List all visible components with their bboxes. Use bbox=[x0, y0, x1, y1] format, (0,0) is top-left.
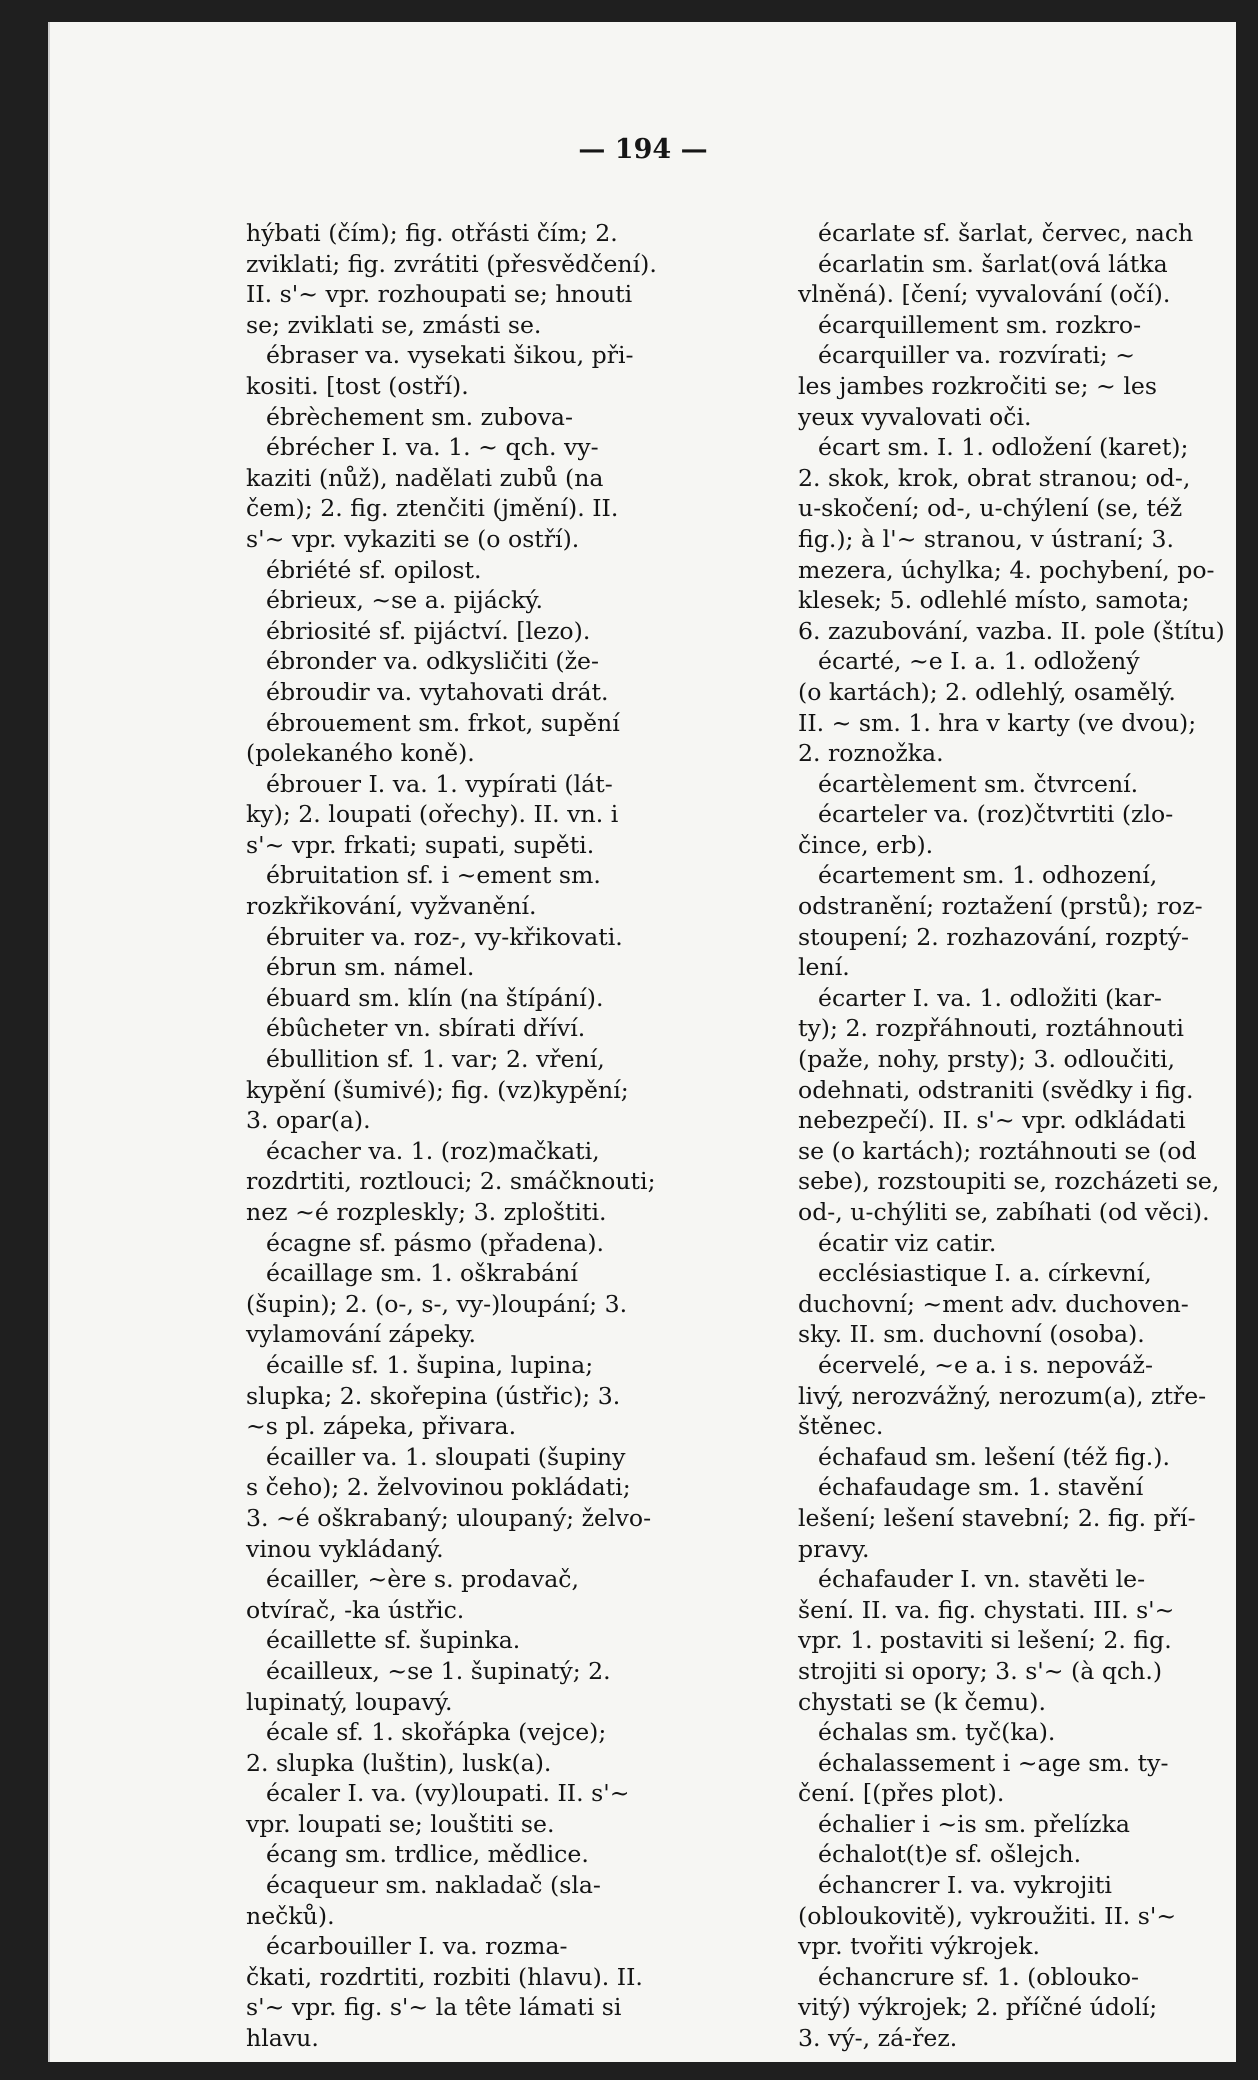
dictionary-line: écart sm. I. 1. odložení (karet); bbox=[818, 433, 1189, 462]
dictionary-line: écartèlement sm. čtvrcení. bbox=[818, 769, 1139, 798]
dictionary-line: lupinatý, loupavý. bbox=[246, 1687, 453, 1716]
dictionary-line: (polekaného koně). bbox=[246, 739, 475, 768]
dictionary-line: stoupení; 2. rozhazování, rozptý- bbox=[798, 922, 1190, 951]
dictionary-line: lení. bbox=[798, 953, 850, 982]
dictionary-line: zviklati; fig. zvrátiti (přesvědčení). bbox=[246, 249, 657, 278]
dictionary-line: hlavu. bbox=[246, 2024, 319, 2053]
dictionary-line: kaziti (nůž), nadělati zubů (na bbox=[246, 463, 604, 492]
dictionary-line: 3. opar(a). bbox=[246, 1106, 371, 1135]
dictionary-line: duchovní; ~ment adv. duchoven- bbox=[798, 1289, 1189, 1318]
dictionary-line: écarlatin sm. šarlat(ová látka bbox=[818, 249, 1168, 278]
dictionary-line: u-skočení; od-, u-chýlení (se, též bbox=[798, 494, 1183, 523]
dictionary-line: vpr. loupati se; louštiti se. bbox=[246, 1809, 555, 1838]
dictionary-line: vitý) výkrojek; 2. příčné údolí; bbox=[798, 1993, 1158, 2022]
dictionary-line: otvírač, -ka ústřic. bbox=[246, 1595, 465, 1624]
dictionary-line: strojiti si opory; 3. s'~ (à qch.) bbox=[798, 1656, 1163, 1685]
dictionary-line: ébruiter va. roz-, vy-křikovati. bbox=[266, 922, 623, 951]
dictionary-line: lešení; lešení stavební; 2. fig. pří- bbox=[798, 1503, 1196, 1532]
dictionary-line: rozdrtiti, roztlouci; 2. smáčknouti; bbox=[246, 1167, 656, 1196]
dictionary-line: ébruitation sf. i ~ement sm. bbox=[266, 861, 601, 890]
dictionary-line: ébrun sm. námel. bbox=[266, 953, 475, 982]
dictionary-line: ébroudir va. vytahovati drát. bbox=[266, 677, 609, 706]
left-column bbox=[246, 218, 766, 2054]
dictionary-line: od-, u-chýliti se, zabíhati (od věci). bbox=[798, 1198, 1210, 1226]
dictionary-line: ébuard sm. klín (na štípání). bbox=[266, 983, 604, 1012]
dictionary-line: 2. roznožka. bbox=[798, 739, 944, 768]
dictionary-line: écarté, ~e I. a. 1. odložený bbox=[818, 647, 1140, 676]
dictionary-line: ébriété sf. opilost. bbox=[266, 555, 482, 584]
dictionary-line: se (o kartách); roztáhnouti se (od bbox=[798, 1136, 1197, 1165]
dictionary-line: ky); 2. loupati (ořechy). II. vn. i bbox=[246, 800, 619, 829]
dictionary-line: (šupin); 2. (o-, s-, vy-)loupání; 3. bbox=[246, 1289, 628, 1318]
dictionary-line: écarteler va. (roz)čtvrtiti (zlo- bbox=[818, 800, 1174, 829]
dictionary-line: écaille sf. 1. šupina, lupina; bbox=[266, 1350, 594, 1379]
dictionary-line: 2. skok, krok, obrat stranou; od-, bbox=[798, 463, 1191, 492]
dictionary-line: écarter I. va. 1. odložiti (kar- bbox=[818, 983, 1162, 1012]
dictionary-line: écailler va. 1. sloupati (šupiny bbox=[266, 1442, 626, 1471]
dictionary-line: écagne sf. pásmo (přadena). bbox=[266, 1228, 605, 1257]
dictionary-line: écarlate sf. šarlat, červec, nach bbox=[818, 219, 1194, 247]
dictionary-line: nečků). bbox=[246, 1901, 335, 1930]
page-number: — 194 — bbox=[578, 134, 708, 165]
dictionary-page bbox=[48, 22, 1236, 2062]
dictionary-line: vinou vykládaný. bbox=[246, 1534, 444, 1563]
dictionary-line: échalassement i ~age sm. ty- bbox=[818, 1748, 1169, 1777]
dictionary-line: écaler I. va. (vy)loupati. II. s'~ bbox=[266, 1779, 630, 1808]
dictionary-line: chystati se (k čemu). bbox=[798, 1687, 1046, 1716]
dictionary-line: écervelé, ~e a. i s. nepováž- bbox=[818, 1350, 1153, 1379]
dictionary-line: vlněná). [čení; vyvalování (očí). bbox=[798, 280, 1171, 309]
dictionary-line: ébrèchement sm. zubova- bbox=[266, 402, 573, 431]
dictionary-line: ty); 2. rozpřáhnouti, roztáhnouti bbox=[798, 1014, 1184, 1043]
dictionary-line: yeux vyvalovati oči. bbox=[798, 402, 1032, 431]
dictionary-line: écale sf. 1. skořápka (vejce); bbox=[266, 1718, 607, 1747]
dictionary-line: (obloukovitě), vykroužiti. II. s'~ bbox=[798, 1901, 1177, 1930]
dictionary-line: vpr. 1. postaviti si lešení; 2. fig. bbox=[798, 1626, 1172, 1655]
dictionary-line: 3. vý-, zá-řez. bbox=[798, 2024, 958, 2053]
dictionary-line: čení. [(přes plot). bbox=[798, 1779, 1005, 1808]
dictionary-line: ecclésiastique I. a. církevní, bbox=[818, 1259, 1152, 1288]
dictionary-line: rozkřikování, vyžvanění. bbox=[246, 892, 537, 921]
dictionary-line: ébriosité sf. pijáctví. [lezo). bbox=[266, 616, 591, 645]
dictionary-line: s'~ vpr. fig. s'~ la tête lámati si bbox=[246, 1993, 622, 2022]
dictionary-line: ébrécher I. va. 1. ~ qch. vy- bbox=[266, 433, 599, 462]
dictionary-line: ébûcheter vn. sbírati dříví. bbox=[266, 1014, 586, 1043]
dictionary-line: échalot(t)e sf. ošlejch. bbox=[818, 1840, 1082, 1869]
dictionary-line: ébrieux, ~se a. pijácký. bbox=[266, 586, 543, 615]
dictionary-line: fig.); à l'~ stranou, v ústraní; 3. bbox=[798, 524, 1175, 553]
dictionary-line: štěnec. bbox=[798, 1412, 884, 1441]
dictionary-line: nebezpečí). II. s'~ vpr. odkládati bbox=[798, 1106, 1186, 1135]
dictionary-line: s'~ vpr. vykaziti se (o ostří). bbox=[246, 524, 580, 553]
dictionary-line: échancrure sf. 1. (oblouko- bbox=[818, 1962, 1140, 1991]
dictionary-line: 2. slupka (luštin), lusk(a). bbox=[246, 1748, 552, 1777]
dictionary-line: se; zviklati se, zmásti se. bbox=[246, 310, 542, 339]
dictionary-line: écang sm. trdlice, mědlice. bbox=[266, 1840, 589, 1869]
dictionary-line: écaillette sf. šupinka. bbox=[266, 1626, 521, 1655]
dictionary-line: ébronder va. odkysličiti (že- bbox=[266, 647, 599, 676]
dictionary-line: odehnati, odstraniti (svědky i fig. bbox=[798, 1075, 1194, 1104]
dictionary-line: échafaudage sm. 1. stavění bbox=[818, 1473, 1144, 1502]
dictionary-line: échalier i ~is sm. přelízka bbox=[818, 1809, 1130, 1838]
dictionary-line: čkati, rozdrtiti, rozbiti (hlavu). II. bbox=[246, 1962, 643, 1991]
dictionary-line: 3. ~é oškrabaný; uloupaný; želvo- bbox=[246, 1503, 652, 1532]
dictionary-line: écailleux, ~se 1. šupinatý; 2. bbox=[266, 1656, 611, 1685]
dictionary-line: écartement sm. 1. odhození, bbox=[818, 861, 1158, 890]
dictionary-line: mezera, úchylka; 4. pochybení, po- bbox=[798, 555, 1215, 584]
dictionary-line: les jambes rozkročiti se; ~ les bbox=[798, 371, 1157, 400]
dictionary-line: ébraser va. vysekati šikou, při- bbox=[266, 341, 634, 370]
dictionary-line: livý, nerozvážný, nerozum(a), ztře- bbox=[798, 1381, 1207, 1410]
dictionary-line: šení. II. va. fig. chystati. III. s'~ bbox=[798, 1595, 1175, 1624]
dictionary-line: écailler, ~ère s. prodavač, bbox=[266, 1565, 579, 1594]
dictionary-line: hýbati (čím); fig. otřásti čím; 2. bbox=[246, 219, 618, 247]
dictionary-line: écarquillement sm. rozkro- bbox=[818, 310, 1142, 339]
dictionary-line: nez ~é rozpleskly; 3. zploštiti. bbox=[246, 1198, 607, 1226]
dictionary-line: échalas sm. tyč(ka). bbox=[818, 1718, 1056, 1747]
dictionary-line: kositi. [tost (ostří). bbox=[246, 371, 469, 400]
dictionary-line: s'~ vpr. frkati; supati, supěti. bbox=[246, 830, 595, 859]
dictionary-line: échafaud sm. lešení (též fig.). bbox=[818, 1442, 1170, 1471]
dictionary-line: écatir viz catir. bbox=[818, 1228, 997, 1257]
dictionary-line: écarbouiller I. va. rozma- bbox=[266, 1932, 568, 1961]
dictionary-line: (paže, nohy, prsty); 3. odloučiti, bbox=[798, 1045, 1176, 1074]
dictionary-line: 6. zazubování, vazba. II. pole (štítu) bbox=[798, 616, 1225, 645]
dictionary-line: čem); 2. fig. ztenčiti (jmění). II. bbox=[246, 494, 619, 523]
dictionary-line: sky. II. sm. duchovní (osoba). bbox=[798, 1320, 1145, 1349]
dictionary-line: II. ~ sm. 1. hra v karty (ve dvou); bbox=[798, 708, 1197, 737]
dictionary-line: ébrouement sm. frkot, supění bbox=[266, 708, 620, 737]
dictionary-line: sebe), rozstoupiti se, rozcházeti se, bbox=[798, 1167, 1220, 1196]
dictionary-line: ébullition sf. 1. var; 2. vření, bbox=[266, 1045, 605, 1074]
dictionary-line: klesek; 5. odlehlé místo, samota; bbox=[798, 586, 1190, 615]
dictionary-line: écarquiller va. rozvírati; ~ bbox=[818, 341, 1135, 370]
dictionary-line: vylamování zápeky. bbox=[246, 1320, 477, 1349]
dictionary-line: vpr. tvořiti výkrojek. bbox=[798, 1932, 1040, 1961]
dictionary-line: slupka; 2. skořepina (ústřic); 3. bbox=[246, 1381, 621, 1410]
dictionary-line: écaqueur sm. nakladač (sla- bbox=[266, 1871, 601, 1900]
dictionary-line: pravy. bbox=[798, 1534, 870, 1563]
dictionary-line: odstranění; roztažení (prstů); roz- bbox=[798, 892, 1203, 921]
right-column bbox=[798, 218, 1256, 2054]
dictionary-line: II. s'~ vpr. rozhoupati se; hnouti bbox=[246, 280, 633, 309]
dictionary-line: kypění (šumivé); fig. (vz)kypění; bbox=[246, 1075, 629, 1104]
dictionary-line: échancrer I. va. vykrojiti bbox=[818, 1871, 1112, 1900]
dictionary-line: čince, erb). bbox=[798, 830, 934, 859]
dictionary-line: échafauder I. vn. stavěti le- bbox=[818, 1565, 1146, 1594]
dictionary-line: écacher va. 1. (roz)mačkati, bbox=[266, 1136, 600, 1165]
dictionary-line: ébrouer I. va. 1. vypírati (lát- bbox=[266, 769, 613, 798]
dictionary-line: (o kartách); 2. odlehlý, osamělý. bbox=[798, 677, 1176, 706]
dictionary-line: ~s pl. zápeka, přivara. bbox=[246, 1412, 517, 1441]
dictionary-line: écaillage sm. 1. oškrabání bbox=[266, 1259, 578, 1288]
dictionary-line: s čeho); 2. želvovinou pokládati; bbox=[246, 1473, 631, 1502]
